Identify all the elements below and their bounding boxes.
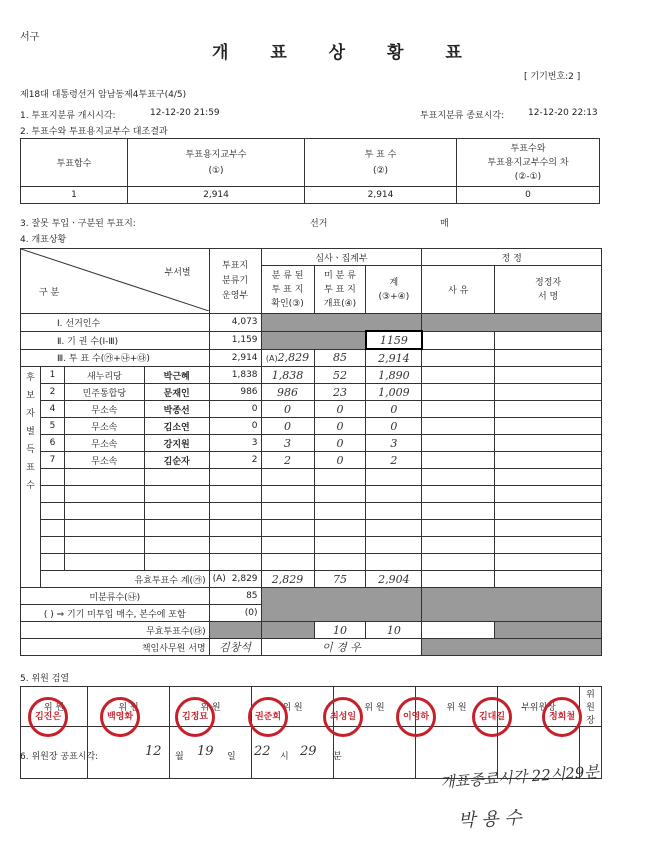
empty-cell <box>495 554 602 571</box>
signature-1: 김창석 <box>209 639 261 656</box>
abstain-total: 1159 <box>366 331 422 349</box>
votes-total: 2,914 <box>366 349 422 367</box>
empty-cell <box>64 554 144 571</box>
section5-label: 5. 위원 검열 <box>20 674 70 684</box>
candidate-classified: 986 <box>261 384 314 401</box>
empty-cell <box>422 452 495 469</box>
empty-cell <box>209 520 261 537</box>
corrector-header: 정정자 서 명 <box>495 266 602 314</box>
candidate-unclassified: 0 <box>314 418 366 435</box>
empty-cell <box>209 486 261 503</box>
issued-count: 2,914 <box>128 187 305 204</box>
candidate-unclassified: 0 <box>314 435 366 452</box>
shaded-cell <box>261 622 314 639</box>
header-votes: 투 표 수 (②) <box>305 139 457 187</box>
abstain-machine: 1,159 <box>209 331 261 349</box>
empty-cell <box>261 554 314 571</box>
empty-cell <box>422 384 495 401</box>
unclassified-machine: 85 <box>209 588 261 605</box>
vote-count: 2,914 <box>305 187 457 204</box>
empty-cell <box>495 469 602 486</box>
candidate-classified: 2 <box>261 452 314 469</box>
empty-cell <box>422 435 495 452</box>
candidate-total: 0 <box>366 401 422 418</box>
empty-cell <box>314 520 366 537</box>
votes-label: Ⅲ. 투 표 수(㉮+㉯+㉰) <box>21 349 210 367</box>
empty-cell <box>366 520 422 537</box>
committee-header: 부위원장 <box>498 687 580 727</box>
candidate-unclassified: 52 <box>314 367 366 384</box>
abstain-label: Ⅱ. 기 권 수(Ⅰ-Ⅲ) <box>21 331 210 349</box>
committee-header: 위원장 <box>580 687 602 727</box>
candidate-no: 6 <box>40 435 64 452</box>
ballot-box-count: 1 <box>21 187 128 204</box>
empty-cell <box>422 486 495 503</box>
candidate-party: 무소속 <box>64 435 144 452</box>
candidate-no: 1 <box>40 367 64 384</box>
empty-cell <box>40 554 64 571</box>
empty-cell <box>366 537 422 554</box>
candidate-party: 민주통합당 <box>64 384 144 401</box>
committee-header: 위 원 <box>416 687 498 727</box>
empty-cell <box>64 469 144 486</box>
announce-hour: 22 <box>254 744 271 759</box>
empty-cell <box>209 503 261 520</box>
candidate-machine: 0 <box>209 401 261 418</box>
candidate-name: 김소연 <box>144 418 209 435</box>
end-time-label: 투표지분류 종료시각: <box>420 111 505 121</box>
handwritten-end-note: 개표종료시각 22시29분 <box>439 762 600 792</box>
candidate-total: 3 <box>366 435 422 452</box>
seal-stamp: 백영화 <box>100 697 140 737</box>
candidate-no: 7 <box>40 452 64 469</box>
empty-cell <box>64 486 144 503</box>
votes-unclassified: 85 <box>314 349 366 367</box>
valid-label: 유효투표수 계(㉮) <box>40 571 209 588</box>
empty-cell <box>422 503 495 520</box>
invalid-label: 무효투표수(㉰) <box>21 622 210 639</box>
empty-cell <box>422 622 495 639</box>
header-diff: 투표수와 투표용지교부수의 차 (②-①) <box>457 139 600 187</box>
machine-number: [ 기기번호:2 ] <box>524 72 581 82</box>
empty-cell <box>314 554 366 571</box>
empty-cell <box>422 537 495 554</box>
empty-cell <box>144 537 209 554</box>
empty-cell <box>366 469 422 486</box>
empty-cell <box>261 469 314 486</box>
candidate-total: 2 <box>366 452 422 469</box>
valid-total: 2,904 <box>366 571 422 588</box>
shaded-cell <box>422 639 602 656</box>
handwritten-signature: 박 용 수 <box>457 807 523 832</box>
seal-stamp: 김진은 <box>28 697 68 737</box>
empty-cell <box>366 486 422 503</box>
announce-day-unit: 일 <box>227 752 236 762</box>
candidate-name: 박종선 <box>144 401 209 418</box>
candidate-machine: 0 <box>209 418 261 435</box>
shaded-cell <box>422 588 602 622</box>
empty-cell <box>495 418 602 435</box>
section3-election: 선거 <box>310 219 328 229</box>
candidate-classified: 0 <box>261 401 314 418</box>
candidate-side-label: 후 보 자 별 득 표 수 <box>21 367 41 588</box>
announce-minute: 29 <box>300 744 317 759</box>
empty-cell <box>64 503 144 520</box>
votes-classified: (A)2,829 <box>261 349 314 367</box>
dept-header: 부서별 <box>164 268 191 278</box>
empty-cell <box>422 571 495 588</box>
division-header: 구 분 <box>39 288 60 298</box>
empty-cell <box>209 537 261 554</box>
candidate-no: 2 <box>40 384 64 401</box>
empty-cell <box>422 520 495 537</box>
candidate-classified: 3 <box>261 435 314 452</box>
empty-cell <box>422 418 495 435</box>
reason-header: 사 유 <box>422 266 495 314</box>
empty-cell <box>261 486 314 503</box>
note-label: ( ) ⇒ 기기 미투입 매수, 본수에 포함 <box>21 605 210 622</box>
section2-label: 2. 투표수와 투표용지교부수 대조결과 <box>20 127 168 137</box>
diff-count: 0 <box>457 187 600 204</box>
unclassified-label: 미분류수(㉯) <box>21 588 210 605</box>
electors-machine: 4,073 <box>209 314 261 332</box>
empty-cell <box>314 486 366 503</box>
section4-label: 4. 개표상황 <box>20 235 67 245</box>
valid-machine: (A) 2,829 <box>209 571 261 588</box>
seal-stamp: 이영하 <box>396 697 436 737</box>
shaded-cell <box>261 331 366 349</box>
header-issued: 투표용지교부수 (①) <box>128 139 305 187</box>
empty-cell <box>422 554 495 571</box>
candidate-unclassified: 0 <box>314 452 366 469</box>
district-label: 서구 <box>20 32 40 43</box>
empty-cell <box>314 503 366 520</box>
election-name: 제18대 대통령선거 암남동제4투표구(4/5) <box>20 90 187 100</box>
section3-label: 3. 잘못 투입ㆍ구분된 투표지: <box>20 219 136 229</box>
candidate-machine: 2 <box>209 452 261 469</box>
empty-cell <box>144 554 209 571</box>
candidate-classified: 1,838 <box>261 367 314 384</box>
candidate-no: 5 <box>40 418 64 435</box>
shaded-cell <box>209 622 261 639</box>
empty-cell <box>495 331 602 349</box>
empty-cell <box>495 367 602 384</box>
shaded-cell <box>422 314 602 332</box>
note-machine: (0) <box>209 605 261 622</box>
empty-cell <box>422 469 495 486</box>
empty-cell <box>64 520 144 537</box>
empty-cell <box>144 503 209 520</box>
candidate-name: 문재인 <box>144 384 209 401</box>
announce-minute-unit: 분 <box>333 752 342 762</box>
candidate-party: 무소속 <box>64 452 144 469</box>
total-header: 계 (③+④) <box>366 266 422 314</box>
candidate-name: 박근혜 <box>144 367 209 384</box>
empty-cell <box>495 537 602 554</box>
announce-month: 12 <box>145 744 162 759</box>
seal-stamp: 정희철 <box>542 697 582 737</box>
empty-cell <box>495 571 602 588</box>
unclassified-header: 미 분 류 투 표 지 개표(④) <box>314 266 366 314</box>
empty-cell <box>261 537 314 554</box>
invalid-total: 10 <box>366 622 422 639</box>
empty-cell <box>495 349 602 367</box>
empty-cell <box>366 503 422 520</box>
empty-cell <box>495 435 602 452</box>
shaded-cell <box>261 588 422 622</box>
empty-cell <box>40 469 64 486</box>
corner-header <box>21 249 210 314</box>
candidate-machine: 3 <box>209 435 261 452</box>
empty-cell <box>144 469 209 486</box>
seal-stamp: 최성일 <box>323 697 363 737</box>
shaded-cell <box>261 314 422 332</box>
candidate-no: 4 <box>40 401 64 418</box>
candidate-party: 새누리당 <box>64 367 144 384</box>
empty-cell <box>495 452 602 469</box>
committee-header: 위 원 <box>21 687 88 727</box>
seal-stamp: 권준희 <box>248 697 288 737</box>
empty-cell <box>209 554 261 571</box>
candidate-machine: 986 <box>209 384 261 401</box>
signature-2: 이 경 우 <box>261 639 422 656</box>
start-time: 12-12-20 21:59 <box>150 108 220 118</box>
machine-header: 투표지 분류기 운영부 <box>209 249 261 314</box>
candidate-unclassified: 0 <box>314 401 366 418</box>
empty-cell <box>40 486 64 503</box>
committee-header: 위 원 <box>170 687 252 727</box>
candidate-unclassified: 23 <box>314 384 366 401</box>
tally-table <box>20 248 602 656</box>
empty-cell <box>495 384 602 401</box>
committee-header: 위 원 <box>334 687 416 727</box>
empty-cell <box>422 349 495 367</box>
empty-cell <box>64 537 144 554</box>
candidate-machine: 1,838 <box>209 367 261 384</box>
committee-header: 위 원 <box>252 687 334 727</box>
compare-table <box>20 138 600 204</box>
shaded-cell <box>495 622 602 639</box>
section6-label: 6. 위원장 공표시각: <box>20 752 99 762</box>
empty-cell <box>40 537 64 554</box>
candidate-classified: 0 <box>261 418 314 435</box>
empty-cell <box>144 520 209 537</box>
empty-cell <box>314 537 366 554</box>
candidate-name: 김순자 <box>144 452 209 469</box>
empty-cell <box>422 401 495 418</box>
announce-month-unit: 월 <box>175 752 184 762</box>
empty-cell <box>422 331 495 349</box>
announce-hour-unit: 시 <box>280 752 289 762</box>
empty-cell <box>495 520 602 537</box>
electors-label: Ⅰ. 선거인수 <box>21 314 210 332</box>
header-ballot-box: 투표함수 <box>21 139 128 187</box>
candidate-total: 1,009 <box>366 384 422 401</box>
classified-header: 분 류 된 투 표 지 확인(③) <box>261 266 314 314</box>
empty-cell <box>261 520 314 537</box>
section3-unit: 매 <box>440 219 449 229</box>
empty-cell <box>209 469 261 486</box>
invalid-unclassified: 10 <box>314 622 366 639</box>
valid-unclassified: 75 <box>314 571 366 588</box>
empty-cell <box>495 486 602 503</box>
correction-header: 정 정 <box>422 249 602 266</box>
empty-cell <box>261 503 314 520</box>
end-time: 12-12-20 22:13 <box>528 108 598 118</box>
empty-cell <box>40 503 64 520</box>
empty-cell <box>495 503 602 520</box>
seal-stamp: 김정묘 <box>175 697 215 737</box>
candidate-total: 0 <box>366 418 422 435</box>
announce-day: 19 <box>197 744 214 759</box>
votes-machine: 2,914 <box>209 349 261 367</box>
empty-cell <box>144 486 209 503</box>
candidate-name: 강지원 <box>144 435 209 452</box>
valid-classified: 2,829 <box>261 571 314 588</box>
committee-header: 위 원 <box>88 687 170 727</box>
seal-stamp: 김대길 <box>472 697 512 737</box>
empty-cell <box>495 401 602 418</box>
candidate-party: 무소속 <box>64 401 144 418</box>
signature-label: 책임사무원 서명 <box>21 639 210 656</box>
empty-cell <box>422 367 495 384</box>
empty-cell <box>314 469 366 486</box>
start-time-label: 1. 투표지분류 개시시각: <box>20 111 116 121</box>
empty-cell <box>366 554 422 571</box>
candidate-total: 1,890 <box>366 367 422 384</box>
review-header: 심사ㆍ집계부 <box>261 249 422 266</box>
candidate-party: 무소속 <box>64 418 144 435</box>
page-title: 개 표 상 황 표 <box>212 43 480 63</box>
empty-cell <box>40 520 64 537</box>
